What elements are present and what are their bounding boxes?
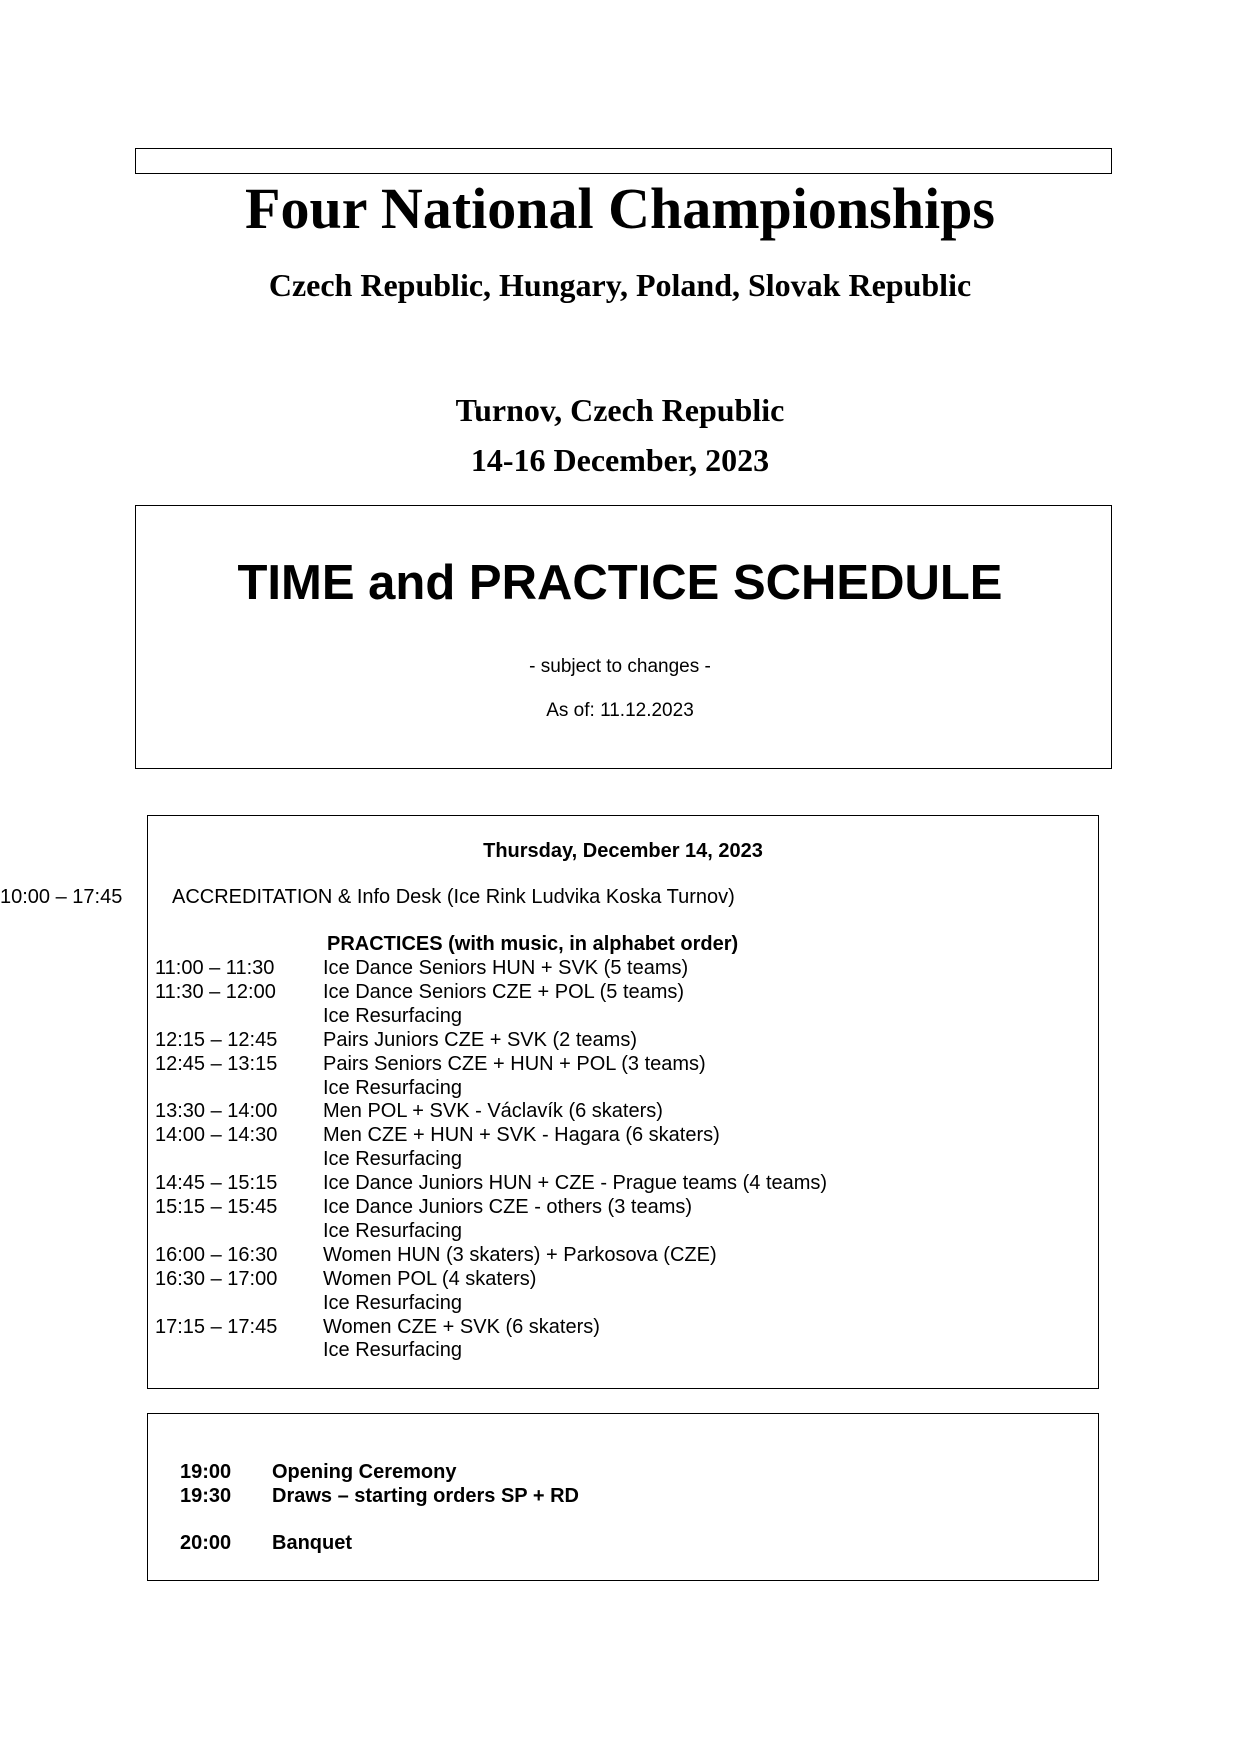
row-text: Pairs Seniors CZE + HUN + POL (3 teams) — [323, 1052, 706, 1075]
row-text: Ice Dance Juniors CZE - others (3 teams) — [323, 1196, 693, 1218]
practices-heading: PRACTICES (with music, in alphabet order) — [327, 933, 739, 955]
row-text: Ice Resurfacing — [323, 1219, 462, 1242]
row-time: 11:30 – 12:00 — [155, 980, 276, 1003]
row-time: 12:15 – 12:45 — [155, 1028, 278, 1051]
row-text: Women HUN (3 skaters) + Parkosova (CZE) — [323, 1243, 717, 1266]
as-of-date: As of: 11.12.2023 — [546, 700, 694, 721]
row-time: 15:15 – 15:45 — [155, 1196, 278, 1218]
row-text: Ice Resurfacing — [323, 1148, 462, 1171]
event-time: 19:00 — [180, 1461, 232, 1483]
event-text: Draws – starting orders SP + RD — [272, 1485, 579, 1507]
venue: Turnov, Czech Republic — [455, 392, 785, 428]
row-time: 14:45 – 15:15 — [155, 1172, 278, 1195]
row-text: Ice Resurfacing — [323, 1004, 462, 1027]
row-time: 14:00 – 14:30 — [155, 1124, 278, 1147]
event-text: Opening Ceremony — [272, 1461, 457, 1483]
event-time: 20:00 — [180, 1532, 232, 1554]
row-text: Men CZE + HUN + SVK - Hagara (6 skaters) — [323, 1124, 720, 1147]
row-time: 12:45 – 13:15 — [155, 1052, 278, 1075]
row-text: Ice Resurfacing — [323, 1291, 462, 1314]
row-text: ACCREDITATION & Info Desk (Ice Rink Ludvika Koska Turnov) — [172, 886, 735, 908]
event-text: Banquet — [272, 1532, 352, 1554]
countries-subtitle: Czech Republic, Hungary, Poland, Slovak Republic — [268, 267, 972, 303]
row-time: 17:15 – 17:45 — [155, 1315, 278, 1338]
day-heading: Thursday, December 14, 2023 — [483, 840, 763, 862]
schedule-title-box — [135, 505, 1112, 769]
row-text: Men POL + SVK - Václavík (6 skaters) — [323, 1100, 663, 1123]
row-text: Ice Dance Seniors HUN + SVK (5 teams) — [323, 957, 689, 979]
row-text: Ice Dance Juniors HUN + CZE - Prague teams (4 teams) — [323, 1172, 828, 1195]
document-title: Four National Championships — [245, 176, 995, 241]
row-text: Ice Dance Seniors CZE + POL (5 teams) — [323, 980, 685, 1003]
event-dates: 14-16 December, 2023 — [470, 442, 770, 478]
row-time: 16:00 – 16:30 — [155, 1243, 278, 1266]
header-rule-box — [135, 148, 1112, 174]
row-text: Ice Resurfacing — [323, 1076, 462, 1099]
row-time: 16:30 – 17:00 — [155, 1267, 278, 1290]
row-text: Pairs Juniors CZE + SVK (2 teams) — [323, 1028, 637, 1051]
row-text: Women CZE + SVK (6 skaters) — [323, 1315, 600, 1338]
row-time: 11:00 – 11:30 — [155, 957, 275, 979]
row-time: 13:30 – 14:00 — [155, 1100, 278, 1123]
subject-to-changes-note: - subject to changes - — [529, 656, 711, 677]
row-time: 10:00 – 17:45 — [0, 886, 123, 908]
event-time: 19:30 — [180, 1485, 232, 1507]
row-text: Ice Resurfacing — [323, 1339, 462, 1362]
schedule-title: TIME and PRACTICE SCHEDULE — [237, 556, 1003, 610]
row-text: Women POL (4 skaters) — [323, 1267, 537, 1290]
